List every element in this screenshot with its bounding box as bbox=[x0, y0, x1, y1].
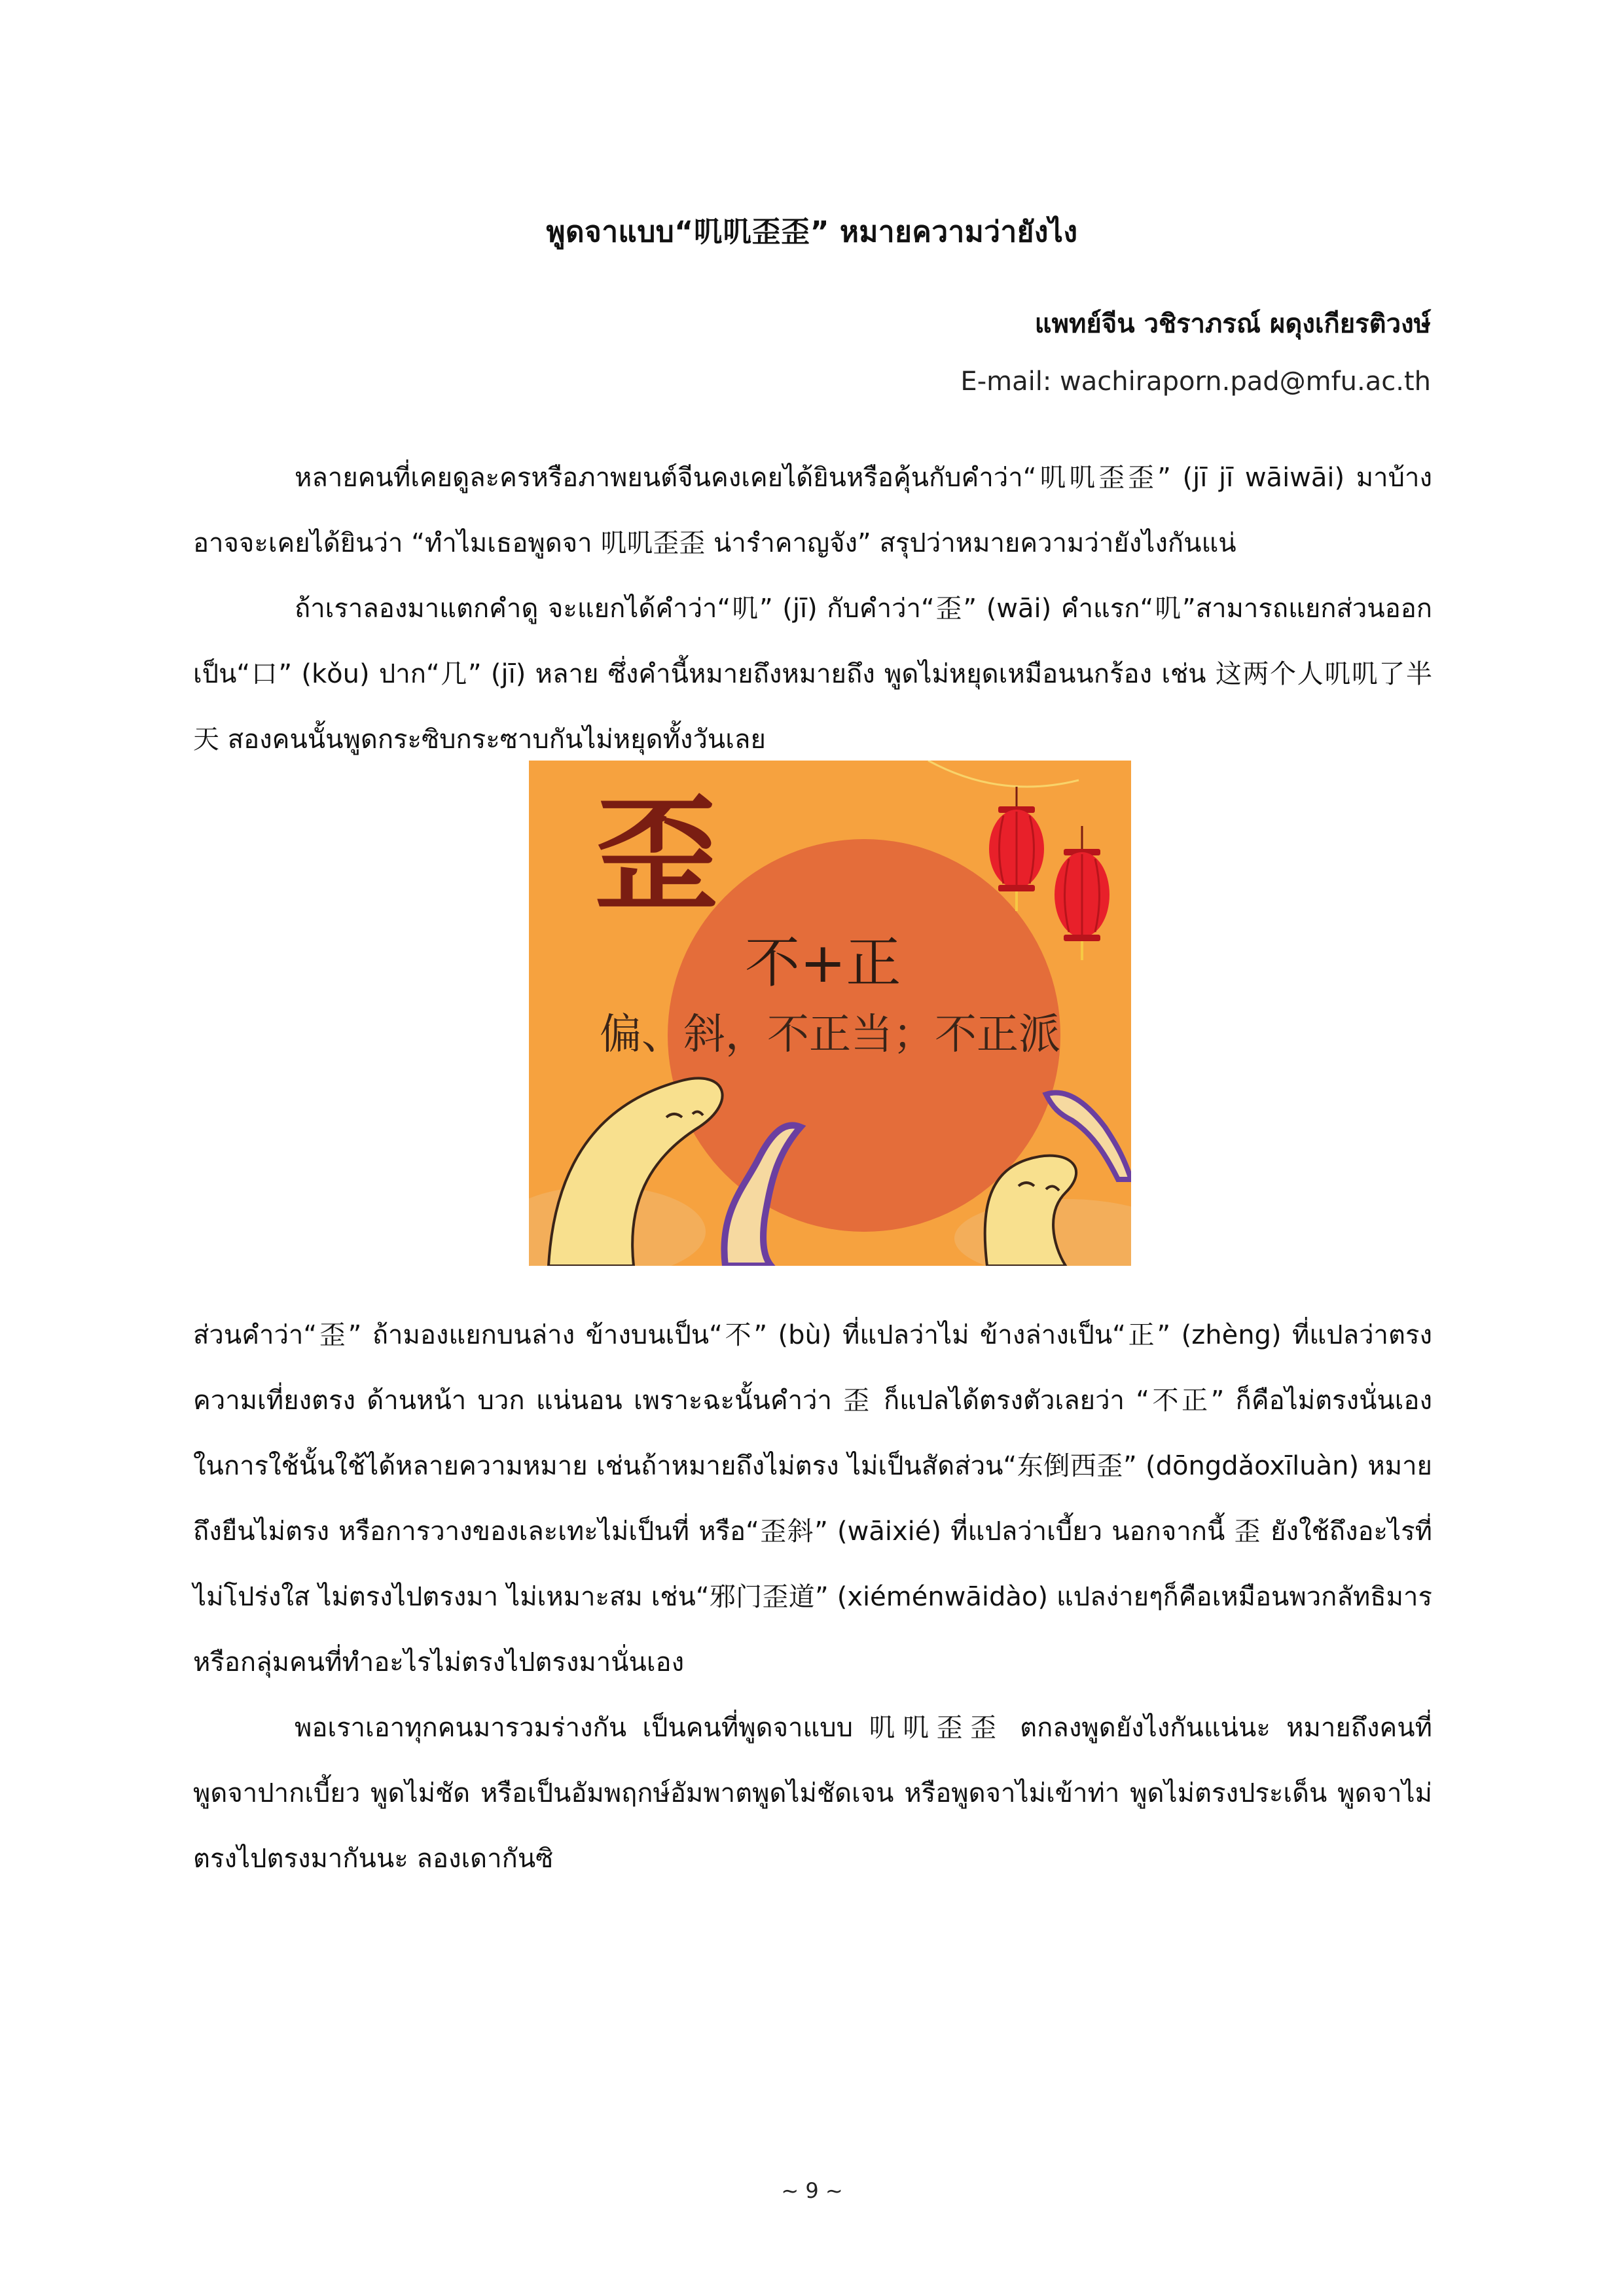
author-name: แพทย์จีน วชิราภรณ์ ผดุงเกียรติวงษ์ bbox=[1034, 309, 1431, 339]
figure-big-char: 歪 bbox=[594, 783, 719, 927]
illustration-wai bbox=[529, 761, 1131, 1266]
paragraph-wai-breakdown: ส่วนคำว่า“歪” ถ้ามองแยกบนล่าง ข้างบนเป็น“不” (bù) ที่แปลว่าไม่ ข้างล่างเป็น“正” (zhèng) ที่แปลว่าตรง ความเที่ยงตรง ด้านหน้า บวก แน่นอน เพราะฉะนั้นคำว่า 歪 ก็แปลได้ตรงตัวเลยว่า “不正” ก็คือไม่ตรงนั่นเอง ในการใช้นั้นใช้ได้หลายความหมาย เช่นถ้าหมายถึงไม่ตรง ไม่เป็นสัดส่วน“东倒西歪” (dōngdǎoxīluàn) หมายถึงยืนไม่ตรง หรือการวางของเละเทะไม่เป็นที่ หรือ“歪斜” (wāixié) ที่แปลว่าเบี้ยว นอกจากนี้ 歪 ยังใช้ถึงอะไรที่ไม่โปร่งใส ไม่ตรงไปตรงมา ไม่เหมาะสม เช่น“邪门歪道” (xiéménwāidào) แปลง่ายๆก็คือเหมือนพวกลัทธิมารหรือกลุ่มคนที่ทำอะไรไม่ตรงไปตรงมานั่นเอง bbox=[193, 1320, 1432, 1677]
document-title: พูดจาแบบ“叽叽歪歪” หมายความว่ายังไง bbox=[546, 215, 1078, 249]
paragraph-ji-breakdown: ถ้าเราลองมาแตกคำดู จะแยกได้คำว่า“叽” (jī) กับคำว่า“歪” (wāi) คำแรก“叽”สามารถแยกส่วนออก เป็น“口” (kǒu) ปาก“几” (jī) หลาย ซึ่งคำนี้หมายถึงหมายถึง พูดไม่หยุดเหมือนนกร้อง เช่น 这两个人叽叽了半天 สองคนนั้นพูดกระซิบกระซาบกันไม่หยุดทั้งวันเลย bbox=[193, 594, 1432, 755]
figure-formula: 不+正 bbox=[745, 931, 901, 995]
figure-meaning: 偏、斜，不正当；不正派 bbox=[600, 1011, 1060, 1059]
page-number: ~ 9 ~ bbox=[781, 2178, 843, 2203]
paragraph-conclusion: พอเราเอาทุกคนมารวมร่างกัน เป็นคนที่พูดจาแบบ 叽叽歪歪 ตกลงพูดยังไงกันแน่นะ หมายถึงคนที่พูดจาปากเบี้ยว พูดไม่ชัด หรือเป็นอัมพฤกษ์อัมพาตพูดไม่ชัดเจน หรือพูดจาไม่เข้าท่า พูดไม่ตรงประเด็น พูดจาไม่ตรงไปตรงมากันนะ ลองเดากันซิ bbox=[193, 1713, 1432, 1874]
paragraph-intro: หลายคนที่เคยดูละครหรือภาพยนต์จีนคงเคยได้ยินหรือคุ้นกับคำว่า“叽叽歪歪” (jī jī wāiwāi) มาบ้าง อาจจะเคยได้ยินว่า “ทำไมเธอพูดจา 叽叽歪歪 น่ารำคาญจัง” สรุปว่าหมายความว่ายังไงกันแน่ bbox=[193, 463, 1432, 558]
author-email: E-mail: wachiraporn.pad@mfu.ac.th bbox=[960, 367, 1431, 397]
